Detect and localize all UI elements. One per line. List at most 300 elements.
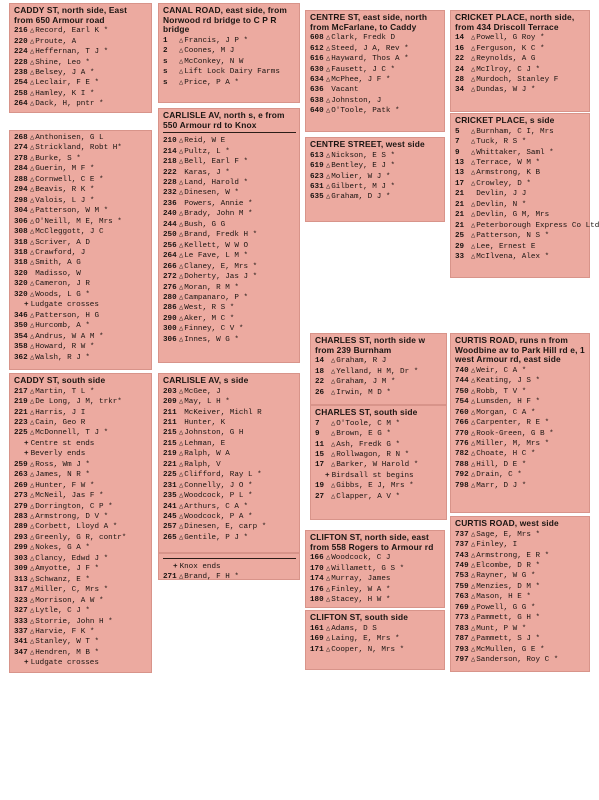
directory-entry [455,645,586,655]
directory-entry [14,596,148,606]
directory-entry [163,46,296,56]
house-number: 288 [14,175,28,184]
house-number: 278 [14,154,28,163]
house-number: 27 [315,492,325,501]
directory-entry [163,314,296,324]
resident-name: Weir, C A * [476,366,527,375]
house-number: 788 [455,460,469,469]
directory-entry [163,502,296,512]
owner-triangle-icon: △ [471,635,476,644]
resident-name: Hayward, Thos A * [331,55,409,64]
resident-name: McIlvena, Alex * [476,253,550,262]
directory-entry [315,429,443,439]
resident-name: Steed, J A, Rev * [331,44,409,53]
resident-name: Terrace, W M * [476,158,541,167]
owner-triangle-icon: △ [471,408,476,417]
resident-name: Walsh, R J * [35,353,90,362]
house-number: 28 [455,76,465,84]
directory-entry [455,44,586,54]
owner-triangle-icon: △ [30,58,35,67]
house-number: 11 [315,440,325,449]
owner-triangle-icon: △ [179,36,184,45]
resident-name: Patterson, H G [35,311,100,320]
house-number: 222 [163,168,177,177]
house-number: 306 [163,335,177,344]
owner-triangle-icon: △ [471,169,476,178]
house-number: 220 [14,37,28,46]
directory-entry [310,564,441,574]
house-number: 743 [455,551,469,560]
owner-triangle-icon: △ [179,57,184,66]
directory-entry [455,655,586,665]
street-section [310,613,441,655]
directory-entry [163,533,296,543]
directory-entry [163,512,296,522]
owner-triangle-icon: △ [179,241,184,250]
directory-entry [455,429,586,439]
resident-name: Corbett, Lloyd A * [35,523,118,532]
owner-triangle-icon: △ [30,134,35,142]
directory-entry [455,242,586,252]
directory-entry [163,460,296,470]
resident-name: Amyotte, J F * [35,565,100,574]
street-section [455,115,599,262]
directory-entry [14,26,148,36]
resident-name: Woods, L G * [35,290,90,299]
directory-entry [455,408,586,418]
owner-triangle-icon: △ [326,172,331,181]
cross-street-note: + Birdsall st begins [315,471,443,481]
directory-entry [163,157,296,167]
house-number: 225 [14,429,28,438]
street-header: CADDY ST, south side [14,375,106,385]
directory-entry [163,272,296,282]
owner-triangle-icon: △ [30,607,35,616]
owner-triangle-icon: △ [471,398,476,407]
resident-name: Howard, R W * [35,343,95,352]
clipping-cricket-south [450,113,599,278]
house-number: 264 [14,100,28,109]
directory-entry [310,595,441,605]
resident-name: McIlroy, C J * [476,65,541,74]
directory-entry [310,33,441,43]
resident-name: Miller, C, Mrs * [35,586,109,595]
resident-name: Reynolds, A G [476,55,536,64]
owner-triangle-icon: △ [30,165,35,174]
house-number: 636 [310,86,324,95]
owner-triangle-icon: △ [30,429,35,438]
owner-triangle-icon: △ [471,377,476,386]
owner-triangle-icon: △ [179,78,184,87]
street-section [14,376,148,669]
resident-name: Karas, J * [184,168,230,177]
house-number: 280 [163,293,177,302]
house-number: 320 [14,290,28,299]
resident-name: Bush, G G [184,220,226,229]
directory-entry [163,303,296,313]
house-number: 21 [455,211,465,220]
resident-name: Rayner, W G * [476,572,536,581]
house-number: 13 [455,169,465,178]
owner-triangle-icon: △ [30,565,35,574]
directory-entry [14,89,148,99]
house-number: 266 [163,262,177,271]
owner-triangle-icon: △ [30,502,35,511]
house-number: 217 [14,387,28,396]
house-number: 228 [14,58,28,67]
house-number: 34 [455,86,465,95]
house-number: 224 [14,48,28,57]
street-header: CARLISLE AV, s side [163,375,249,385]
owner-triangle-icon: △ [179,492,184,501]
resident-name: O'Neill, M E, Mrs * [35,217,122,226]
owner-triangle-icon: △ [471,34,476,43]
resident-name: Guerin, M F * [35,165,95,174]
resident-name: McDonnell, T J * [35,429,109,438]
clipping-caddy-north [9,3,152,113]
house-number: 21 [455,190,465,199]
house-number: 294 [14,186,28,195]
owner-triangle-icon: △ [471,656,476,665]
owner-triangle-icon: △ [471,158,476,167]
owner-triangle-icon: △ [331,430,336,439]
house-number: 22 [315,378,325,387]
house-number: 630 [310,65,324,74]
house-number: 21 [455,221,465,230]
directory-entry [163,397,296,407]
directory-entry [163,209,296,219]
street-header: CHARLES ST, north side w from 239 Burnham [315,335,426,355]
owner-triangle-icon: △ [30,533,35,542]
resident-name: Woodcock, P A * [184,513,253,522]
resident-name: Burnham, C I, Mrs [476,127,554,136]
resident-name: Arthurs, C A * [184,502,249,511]
owner-triangle-icon: △ [471,221,476,230]
owner-triangle-icon: △ [471,127,476,136]
directory-entry [310,585,441,595]
directory-entry [14,206,148,216]
directory-entry [14,37,148,47]
directory-entry [310,624,441,634]
resident-name: Scriver, A D [35,238,90,247]
directory-entry [163,78,296,88]
owner-triangle-icon: △ [30,586,35,595]
house-number: 24 [455,65,465,74]
owner-triangle-icon: △ [179,429,184,438]
owner-triangle-icon: △ [471,148,476,157]
house-number: 769 [455,603,469,612]
house-number: 174 [310,575,324,584]
house-number: 320 [14,269,28,278]
directory-entry [455,571,586,581]
directory-entry [14,408,148,418]
resident-name: Le Fave, L M * [184,252,249,261]
directory-entry [310,182,441,192]
owner-triangle-icon: △ [179,47,184,56]
house-number: 759 [455,582,469,591]
house-number: 635 [310,193,324,202]
house-number: 180 [310,596,324,604]
directory-entry [14,196,148,206]
resident-name: Whittaker, Saml * [476,148,554,157]
street-header: CURTIS ROAD, runs n from Woodbine av to Park Hill rd e, 1 west Armour rd, east side [455,335,585,365]
house-number: 221 [163,460,177,469]
owner-triangle-icon: △ [30,196,35,205]
directory-entry [315,367,443,377]
owner-triangle-icon [30,269,34,279]
owner-triangle-icon: △ [471,200,476,209]
owner-triangle-icon: △ [30,311,35,320]
house-number: 269 [14,481,28,490]
resident-name: Moran, R M * [184,283,239,292]
owner-triangle-icon: △ [331,492,336,501]
owner-triangle-icon: △ [326,55,331,64]
owner-triangle-icon: △ [471,429,476,438]
owner-triangle-icon: △ [179,179,184,187]
house-number: 358 [14,343,28,352]
resident-name: Lehman, E [184,439,226,448]
resident-name: Price, P A * [184,78,239,87]
directory-entry [163,408,296,418]
owner-triangle-icon: △ [471,561,476,570]
resident-name: Connelly, J O * [184,481,253,490]
owner-triangle-icon: △ [179,220,184,229]
street-section [310,140,441,203]
house-number: 797 [455,656,469,665]
owner-triangle-icon: △ [471,232,476,241]
owner-triangle-icon: △ [30,89,35,98]
directory-entry [455,231,586,241]
resident-name: Kellett, W W O [184,241,249,250]
resident-name: Lytle, C J * [35,607,90,616]
directory-entry [315,388,443,398]
house-number: 271 [163,573,177,582]
directory-entry [455,530,586,540]
house-number: 25 [455,232,465,241]
house-number: 215 [163,429,177,438]
house-number: 166 [310,554,324,563]
directory-entry [315,460,443,470]
resident-name: Finley, W A * [331,585,391,594]
house-number: 341 [14,638,28,647]
house-number: 26 [315,388,325,397]
resident-name: Gentile, P J * [184,533,249,542]
resident-name: Armstrong, D V * [35,513,109,522]
directory-entry [163,178,296,188]
resident-name: Willamett, G S * [331,564,405,573]
resident-name: Hunter, K [184,418,226,427]
owner-triangle-icon: △ [179,304,184,313]
directory-entry [14,185,148,195]
resident-name: Graham, J M * [336,378,396,387]
house-number: 9 [455,148,460,157]
resident-name: James, N R * [35,471,90,480]
owner-triangle-icon: △ [326,44,331,53]
resident-name: Johnston, J [331,96,382,105]
directory-entry [14,397,148,407]
resident-name: Reid, W E [184,137,226,146]
house-number: 244 [163,220,177,229]
house-number: 783 [455,624,469,633]
resident-name: Barker, W Harold * [336,461,419,470]
resident-name: Armstrong, E R * [476,551,550,560]
directory-entry [14,575,148,585]
directory-entry [455,65,586,75]
directory-entry [14,332,148,342]
resident-name: Ash, Fredk G * [336,440,401,449]
owner-triangle-icon: △ [179,533,184,542]
directory-entry [455,75,586,85]
house-number: 257 [163,523,177,532]
house-number: 613 [310,151,324,160]
directory-entry [455,221,599,231]
house-number: 317 [14,586,28,595]
owner-triangle-icon: △ [179,471,184,480]
resident-name: Powers, Annie * [184,199,253,208]
owner-triangle-icon: △ [179,481,184,490]
house-number: 754 [455,398,469,407]
resident-name: Finney, C V * [184,325,244,334]
resident-name: Nickson, E S * [331,151,396,160]
owner-triangle-icon: △ [30,248,35,257]
owner-triangle-icon [179,168,183,178]
directory-entry [310,75,441,85]
cross-street-note: + Ludgate crosses [14,658,148,668]
directory-entry [163,293,296,303]
resident-name: McPhee, J F * [331,76,391,84]
house-number: 17 [455,179,465,188]
resident-name: Mason, H E * [476,593,531,602]
resident-name: Doherty, Jas J * [184,273,258,282]
directory-entry [14,543,148,553]
house-number: 616 [310,55,324,64]
house-number: 256 [163,241,177,250]
house-number: 169 [310,635,324,644]
street-section [163,558,296,583]
resident-name: May, L H * [184,398,230,407]
directory-entry [455,603,586,613]
house-number: 2 [163,47,168,56]
house-number: 231 [163,481,177,490]
owner-triangle-icon: △ [30,353,35,362]
directory-entry [455,561,586,571]
directory-entry [455,418,586,428]
owner-triangle-icon: △ [179,523,184,532]
owner-triangle-icon: △ [471,419,476,428]
house-number: 211 [163,408,177,417]
directory-entry [14,321,148,331]
directory-entry [14,227,148,237]
owner-triangle-icon: △ [471,439,476,448]
directory-entry [310,574,441,584]
resident-name: Yelland, H M, Dr * [336,367,419,376]
directory-entry [14,311,148,321]
resident-name: Lumsden, H F * [476,398,541,407]
house-number: 304 [14,207,28,216]
house-number: 798 [455,481,469,490]
resident-name: Clifford, Ray L * [184,471,262,480]
owner-triangle-icon: △ [30,492,35,501]
resident-name: Madisso, W [35,269,81,278]
house-number: 218 [163,158,177,167]
resident-name: Johnston, G H [184,429,244,438]
owner-triangle-icon: △ [30,186,35,195]
resident-name: McKeiver, Michl R [184,408,262,417]
owner-triangle-icon: △ [326,635,331,644]
house-number: 770 [455,429,469,438]
resident-name: Keating, J S * [476,377,541,386]
directory-entry [455,252,586,262]
street-header: CURTIS ROAD, west side [455,518,559,528]
house-number: 19 [315,482,325,491]
directory-entry [455,210,586,220]
resident-name: Sanderson, Roy C * [476,656,559,665]
directory-entry [455,168,586,178]
resident-name: Brown, E G * [336,430,391,439]
street-header: CHARLES ST, south side [315,407,418,417]
house-number: 792 [455,471,469,480]
owner-triangle-icon: △ [331,461,336,470]
directory-entry [14,175,148,185]
directory-entry [14,68,148,78]
directory-entry [310,553,441,563]
directory-entry [310,634,441,644]
owner-triangle-icon: △ [30,79,35,88]
owner-triangle-icon: △ [471,471,476,480]
house-number: 161 [310,624,324,633]
resident-name: Laing, E, Mrs * [331,635,400,644]
resident-name: Ross, Wm J * [35,460,90,469]
resident-name: O'Toole, Patk * [331,107,400,116]
house-number: 263 [14,471,28,480]
directory-entry [163,418,296,428]
house-number: s [163,57,168,66]
resident-name: Harvie, F K * [35,628,95,637]
owner-triangle-icon: △ [30,648,35,657]
owner-triangle-icon: △ [30,100,35,109]
owner-triangle-icon: △ [326,34,331,43]
house-number: 21 [455,200,465,209]
resident-name: Bell, Earl F * [184,158,249,167]
clipping-cricket-north [450,10,590,112]
house-number: 232 [163,189,177,198]
resident-name: Elcombe, D R * [476,561,541,570]
directory-entry [310,85,441,95]
directory-entry [14,47,148,57]
directory-entry [455,148,586,158]
directory-entry [455,624,586,634]
house-number: 276 [163,283,177,292]
house-number: 750 [455,387,469,396]
owner-triangle-icon: △ [471,44,476,53]
house-number: 228 [163,179,177,187]
house-number: 298 [14,196,28,205]
house-number: 737 [455,530,469,539]
resident-name: McConkey, N W [184,57,244,66]
resident-name: Schwanz, E * [35,575,90,584]
house-number: 303 [14,554,28,563]
owner-triangle-icon: △ [326,624,331,633]
resident-name: McGee, J [184,387,221,396]
house-number: 760 [455,408,469,417]
house-number: 7 [315,419,320,428]
resident-name: Morrison, A W * [35,596,104,605]
directory-entry [163,481,296,491]
owner-triangle-icon: △ [179,314,184,323]
owner-triangle-icon: △ [179,573,184,582]
resident-name: Menzies, D M * [476,582,541,591]
resident-name: Ferguson, K C * [476,44,545,53]
